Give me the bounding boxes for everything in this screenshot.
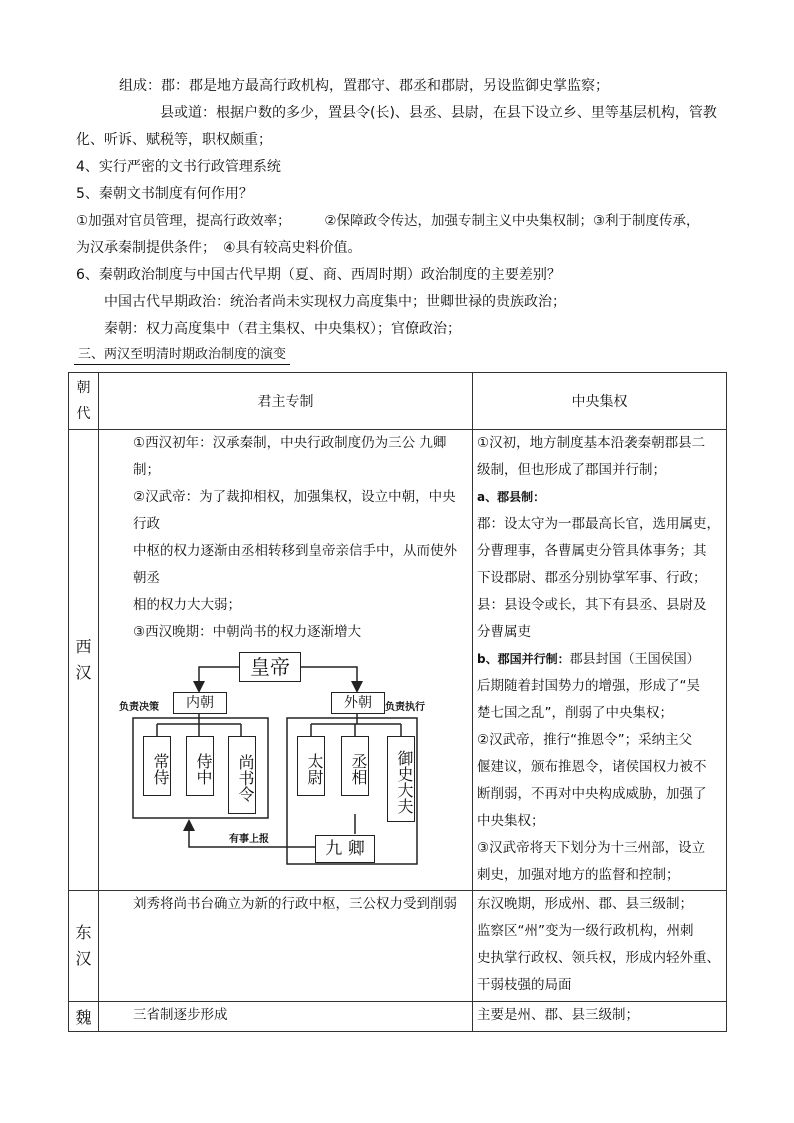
xihan-central-line: 断削弱，不再对中央构成威胁，加强了 <box>477 786 707 802</box>
xihan-central-heading-b <box>477 646 722 673</box>
intro-item-4: 4、实行严密的文书行政管理系统 <box>76 159 281 175</box>
table-row-wei <box>69 1002 727 1032</box>
section-title: 三、两汉至明清时期政治制度的演变 <box>74 346 290 365</box>
xihan-central-line: ①汉初，地方制度基本沿袭秦朝郡县二 <box>477 435 706 451</box>
dynasty-wei: 魏 <box>69 1002 99 1032</box>
donghan-central-cell <box>473 891 727 1002</box>
donghan-central-line: 东汉晚期，形成州、郡、县三级制； <box>477 896 693 912</box>
xihan-central-line: 级制，但也形成了郡国并行制； <box>477 462 666 478</box>
central-heading-b-rest: 郡县封国（王国侯国） <box>569 652 700 667</box>
xihan-central-line: 分曹理事，各曹属吏分管具体事务；其 <box>477 543 707 559</box>
donghan-monarchy-line: 刘秀将尚书台确立为新的行政中枢，三公权力受到削弱 <box>133 896 457 912</box>
xihan-central-line: 郡：设太守为一郡最高长官，选用属吏， <box>477 516 720 532</box>
intro-item-6-early: 中国古代早期政治：统治者尚未实现权力高度集中；世卿世禄的贵族政治； <box>104 294 566 310</box>
outer-court-box: 外朝 <box>331 692 385 714</box>
nine-ministers-box: 九 卿 <box>315 835 375 863</box>
xihan-central-heading-a: a、郡县制： <box>477 490 546 504</box>
donghan-central-line: 史执掌行政权、领兵权，形成内轻外重、 <box>477 950 720 966</box>
evolution-table <box>68 372 727 1032</box>
xihan-central-line: 下设郡尉、郡丞分别协掌军事、行政； <box>477 570 707 586</box>
official-chengxiang: 丞相 <box>341 736 369 796</box>
emperor-box: 皇帝 <box>239 652 301 682</box>
xihan-monarchy-line: ①西汉初年：汉承秦制，中央行政制度仍为三公 九卿制； <box>133 435 447 478</box>
outer-role-label: 负责执行 <box>385 702 425 713</box>
table-header-row <box>69 373 727 430</box>
xihan-central-line: 偃建议，颁布推恩令，诸侯国权力被不 <box>477 759 707 775</box>
xihan-central-line: 刺史，加强对地方的监督和控制； <box>477 867 680 883</box>
xihan-monarchy-line: ③西汉晚期：中朝尚书的权力逐渐增大 <box>133 624 362 640</box>
report-label: 有事上报 <box>229 834 269 845</box>
intro-item-5-answer-cont: 为汉承秦制提供条件； ④具有较高史料价值。 <box>76 240 362 256</box>
wei-monarchy-line: 三省制逐步形成 <box>133 1007 228 1023</box>
intro-line-county-cont: 化、听诉、赋税等，职权颇重； <box>76 132 272 148</box>
xihan-central-cell <box>473 430 727 891</box>
inner-role-label: 负责决策 <box>119 702 159 713</box>
wei-central-cell <box>473 1002 727 1032</box>
xihan-central-line: 分曹属吏 <box>477 624 531 640</box>
xihan-central-line: 中央集权； <box>477 813 545 829</box>
xihan-central-line: 楚七国之乱”，削弱了中央集权； <box>477 705 673 721</box>
xihan-monarchy-line: 相的权力大大弱； <box>133 597 241 613</box>
donghan-monarchy-cell <box>99 891 473 1002</box>
table-row-donghan <box>69 891 727 1002</box>
xihan-monarchy-line: 中枢的权力逐渐由丞相转移到皇帝亲信手中，从而使外朝丞 <box>133 543 457 586</box>
xihan-central-line: ②汉武帝，推行“推恩令”；采纳主父 <box>477 732 693 748</box>
header-monarchy: 君主专制 <box>99 373 473 430</box>
intro-item-6: 6、秦朝政治制度与中国古代早期（夏、商、西周时期）政治制度的主要差别？ <box>76 267 561 283</box>
xihan-central-line: 县：县设令或长，其下有县丞、县尉及 <box>477 597 707 613</box>
donghan-central-line: 监察区“州”变为一级行政机构，州刺 <box>477 923 694 939</box>
official-yushidafu: 御史大夫 <box>387 736 415 822</box>
xihan-monarchy-cell <box>99 430 473 891</box>
official-changshi: 常侍 <box>143 736 171 796</box>
xihan-central-line: 后期随着封国势力的增强，形成了“吴 <box>477 678 700 694</box>
wei-central-line: 主要是州、郡、县三级制； <box>477 1007 639 1023</box>
inner-court-box: 内朝 <box>173 692 227 714</box>
wei-monarchy-cell <box>99 1002 473 1032</box>
court-structure-diagram <box>119 652 425 882</box>
intro-item-5-answer: ①加强对官员管理，提高行政效率； ②保障政令传达，加强专制主义中央集权制；③利于制度传承， <box>76 213 700 229</box>
official-taiwei: 太尉 <box>297 736 325 796</box>
dynasty-xihan: 西 汉 <box>69 430 99 891</box>
header-central: 中央集权 <box>473 373 727 430</box>
intro-line-composition: 组成：郡：郡是地方最高行政机构，置郡守、郡丞和郡尉，另设监御史掌监察； <box>119 78 609 94</box>
table-row-xihan <box>69 430 727 891</box>
intro-item-5: 5、秦朝文书制度有何作用？ <box>76 186 253 202</box>
official-shangshuling: 尚书令 <box>228 736 256 814</box>
xihan-monarchy-line: ②汉武帝：为了裁抑相权，加强集权，设立中朝，中央行政 <box>133 489 456 532</box>
donghan-central-line: 干弱枝强的局面 <box>477 977 572 993</box>
official-shizhong: 侍中 <box>186 736 214 796</box>
intro-line-county: 县或道：根据户数的多少，置县令(长)、县丞、县尉，在县下设立乡、里等基层机构，管教 <box>160 105 717 121</box>
intro-item-6-qin: 秦朝：权力高度集中（君主集权、中央集权）；官僚政治； <box>104 321 461 337</box>
header-dynasty: 朝 代 <box>69 373 99 430</box>
xihan-central-line: ③汉武帝将天下划分为十三州部，设立 <box>477 840 706 856</box>
central-heading-b-prefix: b、郡国并行制： <box>477 652 570 666</box>
dynasty-donghan: 东 汉 <box>69 891 99 1002</box>
